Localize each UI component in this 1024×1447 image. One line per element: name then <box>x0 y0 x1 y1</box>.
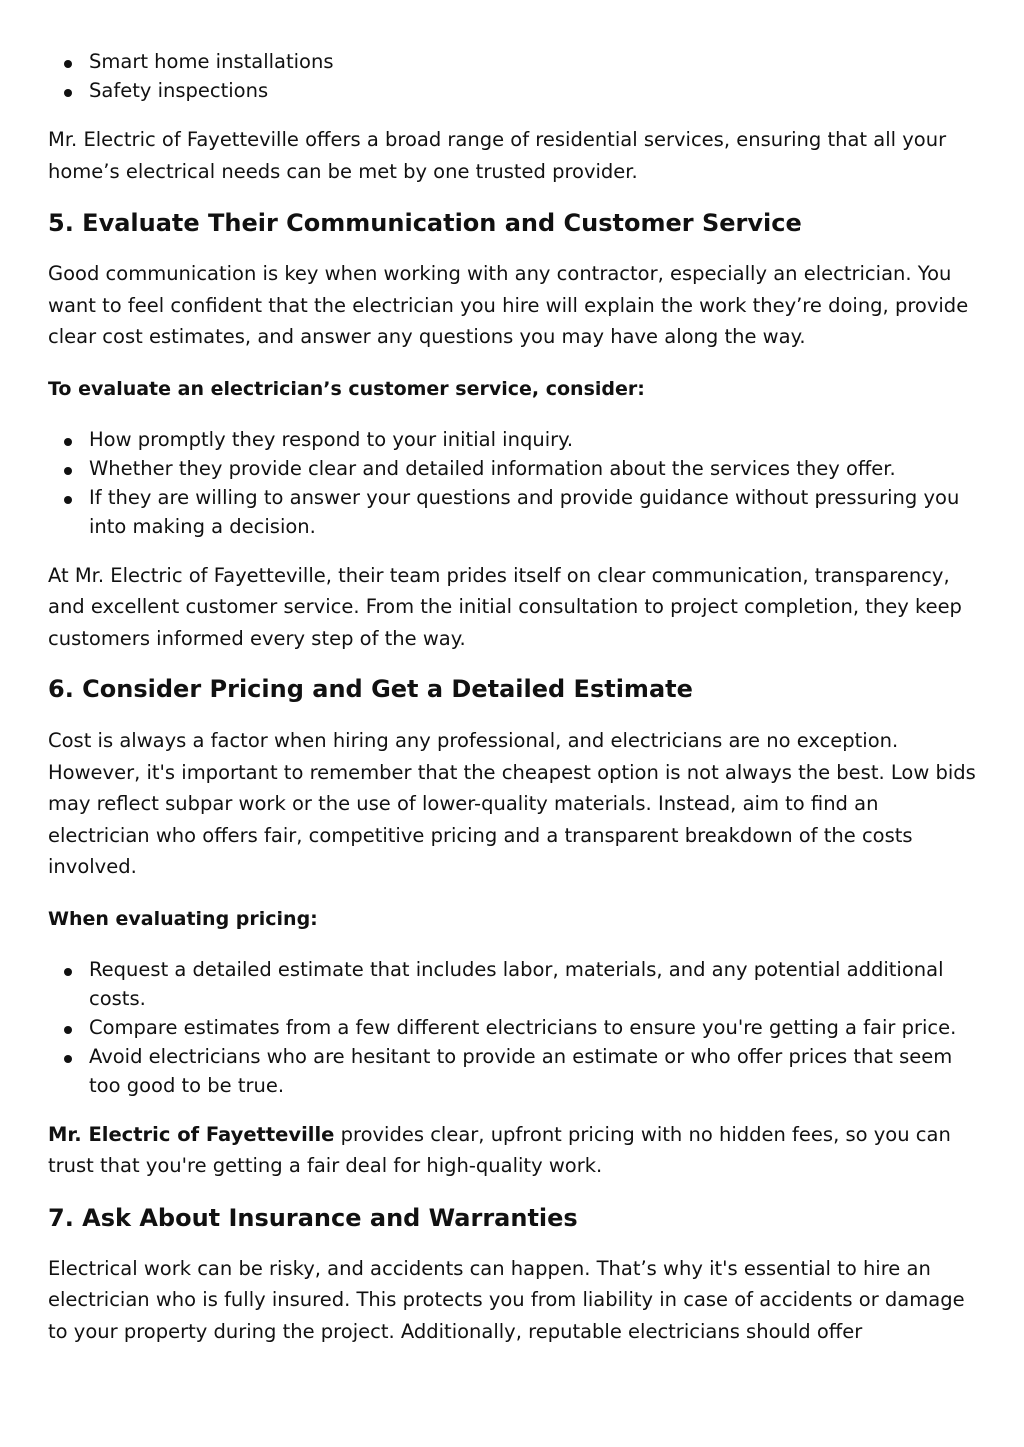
intro-service-list <box>48 47 983 105</box>
section-5-heading: 5. Evaluate Their Communication and Customer Service <box>48 209 802 237</box>
list-item: Safety inspections <box>48 76 983 105</box>
list-item: Avoid electricians who are hesitant to provide an estimate or who offer prices that seem too good to be true. <box>48 1042 983 1100</box>
section-5-list <box>48 425 983 541</box>
list-item: Compare estimates from a few different electricians to ensure you're getting a fair price. <box>48 1013 983 1042</box>
list-item: Whether they provide clear and detailed information about the services they offer. <box>48 454 983 483</box>
section-6-subheading: When evaluating pricing: <box>48 907 318 930</box>
section-6-paragraph: Cost is always a factor when hiring any professional, and electricians are no exception. However, it's important to remember that the cheapest option is not always the best. Low bids may reflect subpar work or the use of lower-quality materials. Instead, aim to find an electrician who offers fair, competitive pricing and a transparent breakdown of the costs involved. <box>48 729 976 878</box>
section-6-list <box>48 955 983 1100</box>
section-7-heading: 7. Ask About Insurance and Warranties <box>48 1203 578 1232</box>
section-6-closing <box>48 1119 983 1182</box>
document-page <box>48 44 983 1347</box>
list-item: How promptly they respond to your initial inquiry. <box>48 425 983 454</box>
section-6-heading: 6. Consider Pricing and Get a Detailed Estimate <box>48 675 693 703</box>
list-item: Smart home installations <box>48 47 983 76</box>
section-6-closing-text: provides clear, upfront pricing with no hidden fees, so you can trust that you're getting a fair deal for high-quality work. <box>48 1122 951 1177</box>
list-item: If they are willing to answer your questions and provide guidance without pressuring you into making a decision. <box>48 483 983 541</box>
section-5-closing: At Mr. Electric of Fayetteville, their team prides itself on clear communication, transparency, and excellent customer service. From the initial consultation to project completion, they keep customers informed every step of the way. <box>48 563 962 650</box>
section-7-paragraph: Electrical work can be risky, and accidents can happen. That’s why it's essential to hire an electrician who is fully insured. This protects you from liability in case of accidents or damage to your property during the project. Additionally, reputable electricians should offer <box>48 1256 965 1343</box>
list-item: Request a detailed estimate that includes labor, materials, and any potential additional costs. <box>48 955 983 1013</box>
intro-paragraph: Mr. Electric of Fayetteville offers a broad range of residential services, ensuring that all your home’s electrical needs can be met by one trusted provider. <box>48 128 947 183</box>
section-5-paragraph: Good communication is key when working with any contractor, especially an electrician. You want to feel confident that the electrician you hire will explain the work they’re doing, provide clear cost estimates, and answer any questions you may have along the way. <box>48 262 969 348</box>
section-5-subheading: To evaluate an electrician’s customer service, consider: <box>48 377 645 400</box>
company-name-bold: Mr. Electric of Fayetteville <box>48 1122 335 1146</box>
